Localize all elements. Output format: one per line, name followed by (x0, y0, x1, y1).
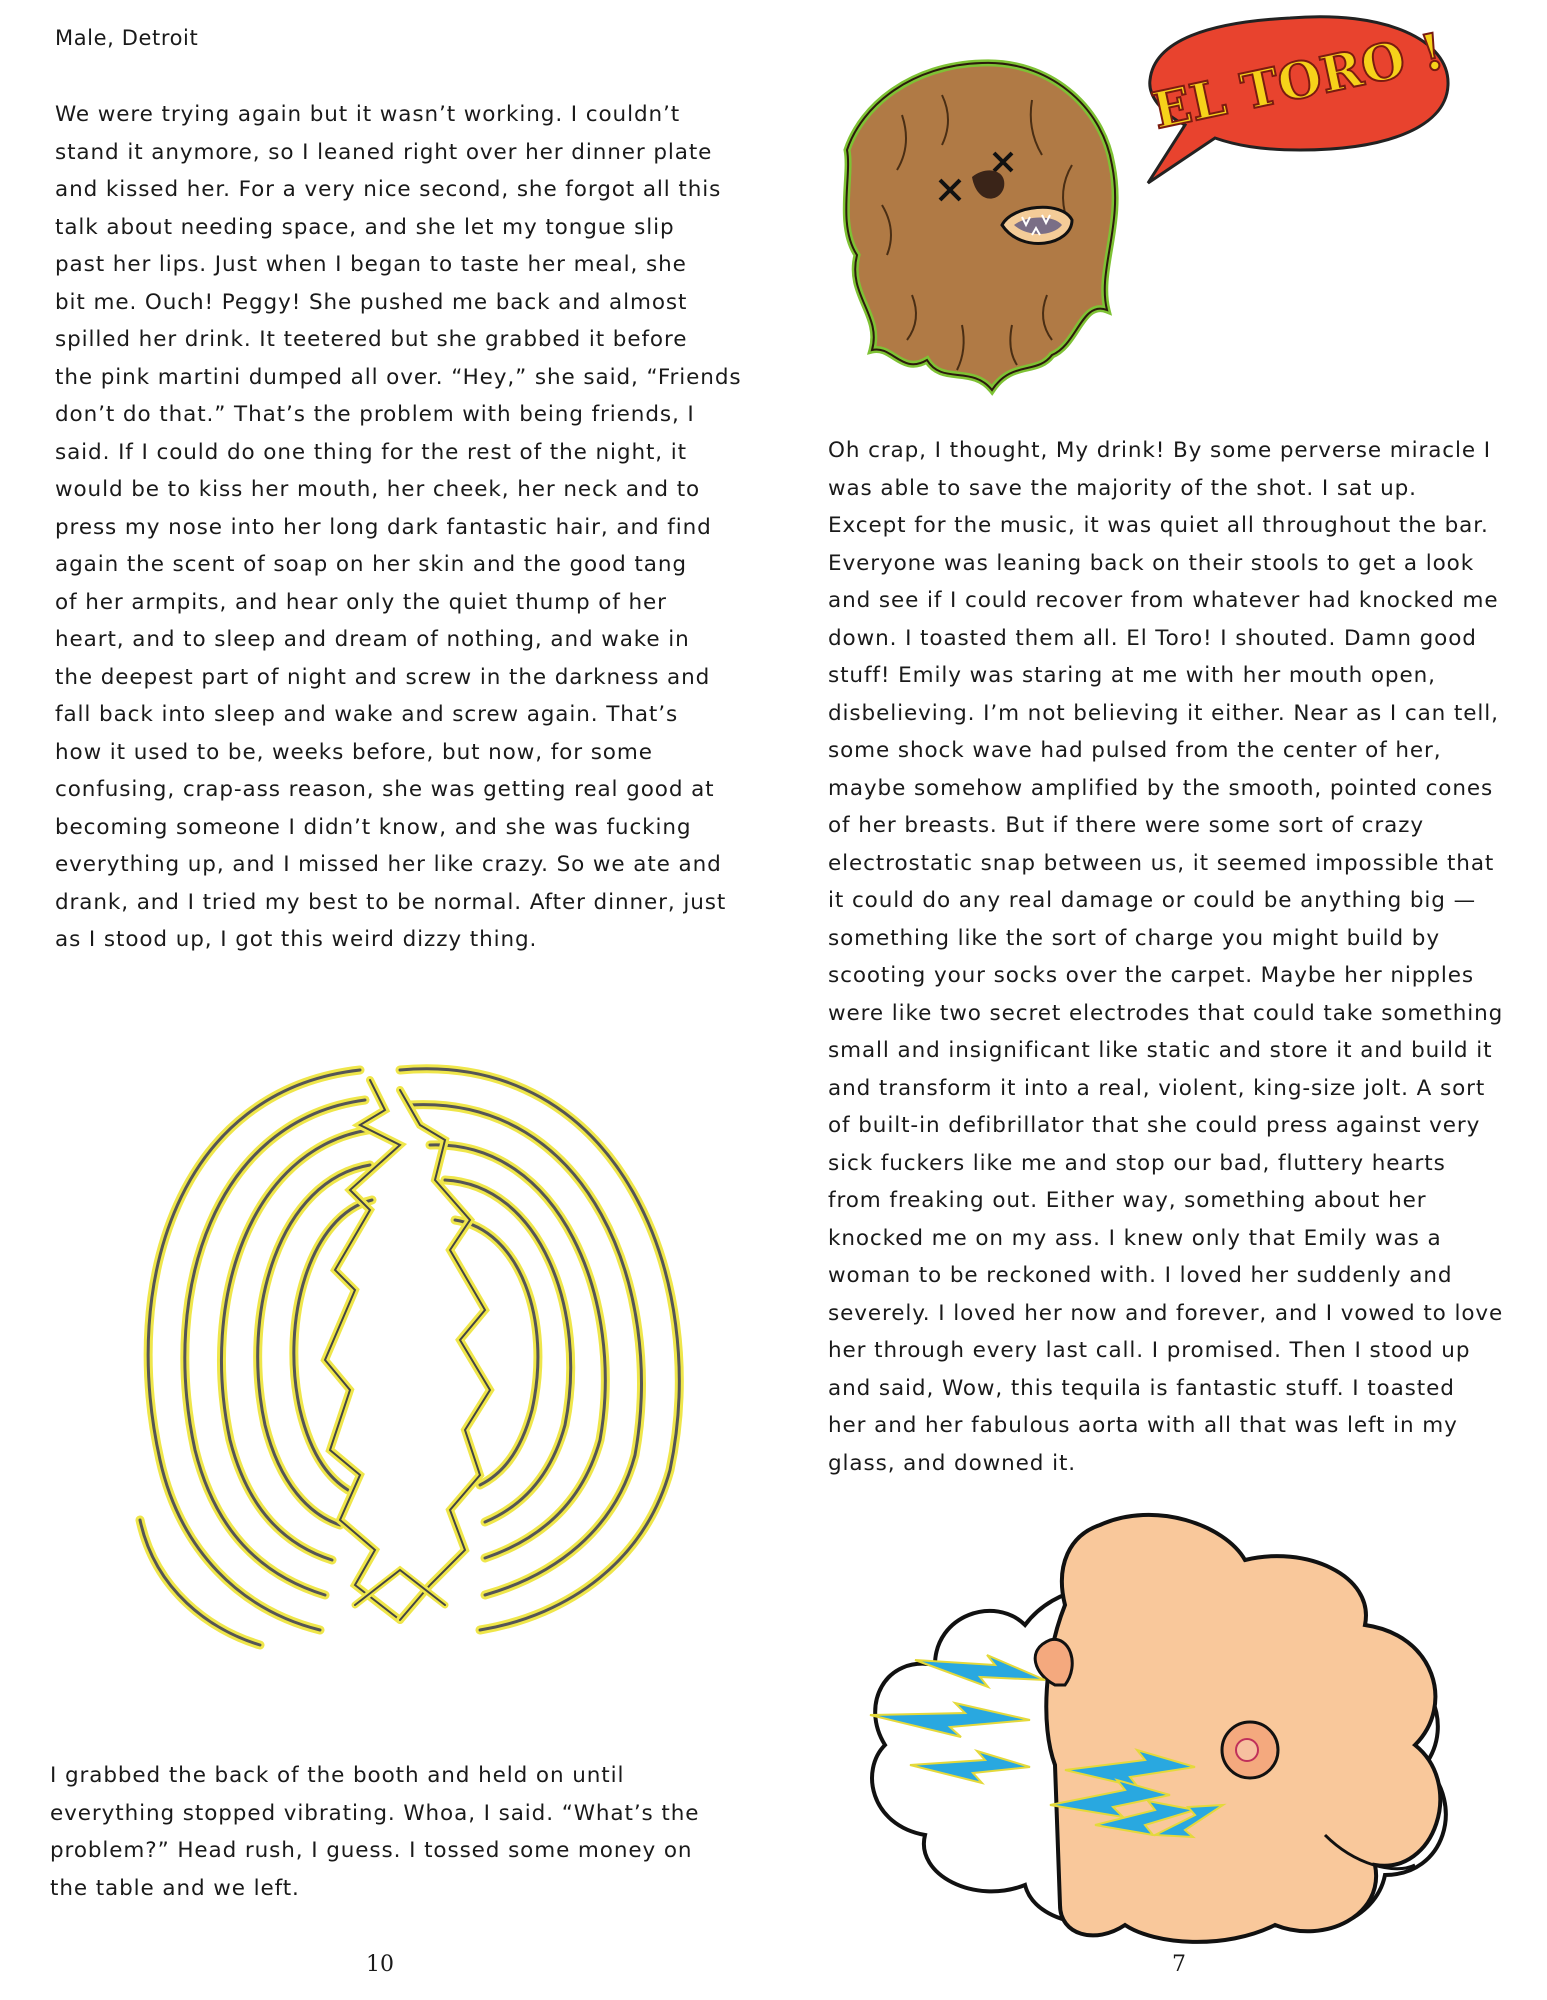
left-paragraph-1: We were trying again but it wasn’t working. I couldn’t stand it anymore, so I leaned right over her dinner plate and kissed her. For a very nice second, she forgot all this talk about needing space, and she let my tongue slip past her lips. Just when I began to taste her meal, she bit me. Ouch! Peggy! She pushed me back and almost spilled her drink. It teetered but she grabbed it before the pink martini dumped all over. “Hey,” she said, “Friends don’t do that.” That’s the problem with being friends, I said. If I could do one thing for the rest of the night, it would be to kiss her mouth, her cheek, her neck and to press my nose into her long dark fantastic hair, and find again the scent of soap on her skin and the good tang of her armpits, and hear only the quiet thump of her heart, and to sleep and dream of nothing, and wake in the deepest part of night and screw in the darkness and fall back into sleep and wake and screw again. That’s how it used to be, weeks before, but now, for some confusing, crap-ass reason, she was getting real good at becoming someone I didn’t know, and she was fucking everything up, and I missed her like crazy. So we ate and drank, and I tried my best to be normal. After dinner, just as I stood up, I got this weird dizzy thing. (55, 102, 742, 952)
page-number-left: 10 (366, 1952, 394, 1977)
right-paragraph-1: Oh crap, I thought, My drink! By some perverse miracle I was able to save the majority of the shot. I sat up. Except for the music, it was quiet all throughout the bar. Everyone was leaning back on their stools to get a look and see if I could recover from whatever had knocked me down. I toasted them all. El Toro! I shouted. Damn good stuff! Emily was staring at me with her mouth open, disbelieving. I’m not believing it either. Near as I can tell, some shock wave had pulsed from the center of her, maybe somehow amplified by the smooth, pointed cones of her breasts. But if there were some sort of crazy electrostatic snap between us, it seemed impossible that it could do any real damage or could be anything big — something like the sort of charge you might build by scooting your socks over the carpet. Maybe her nipples were like two secret electrodes that could take something small and insignificant like static and store it and build it and transform it into a real, violent, king-size jolt. A sort of built-in defibrillator that she could press against very sick fuckers like me and stop our bad, fluttery hearts from freaking out. Either way, something about her knocked me on my ass. I knew only that Emily was a woman to be reckoned with. I loved her suddenly and severely. I loved her now and forever, and I vowed to love her through every last call. I promised. Then I stood up and said, Wow, this tequila is fantastic stuff. I toasted her and her fabulous aorta with all that was left in my glass, and downed it. (828, 438, 1504, 1476)
left-paragraph-2: I grabbed the back of the booth and held on until everything stopped vibrating. Whoa, I said. “What’s the problem?” Head rush, I guess. I tossed some money on the table and we left. (50, 1763, 700, 1901)
speech-bubble-text: EL TORO ! (1147, 21, 1449, 141)
byline: Male, Detroit (55, 26, 199, 50)
left-wave-arcs (140, 1070, 372, 1645)
speech-bubble (1140, 0, 1460, 190)
page-number-right: 7 (1172, 1952, 1186, 1977)
heartbeat-waves-icon (100, 1030, 740, 1650)
hairy-head-icon (832, 55, 1132, 400)
breast-jolt-icon (855, 1505, 1475, 1950)
jagged-heart-outline (325, 1080, 490, 1620)
